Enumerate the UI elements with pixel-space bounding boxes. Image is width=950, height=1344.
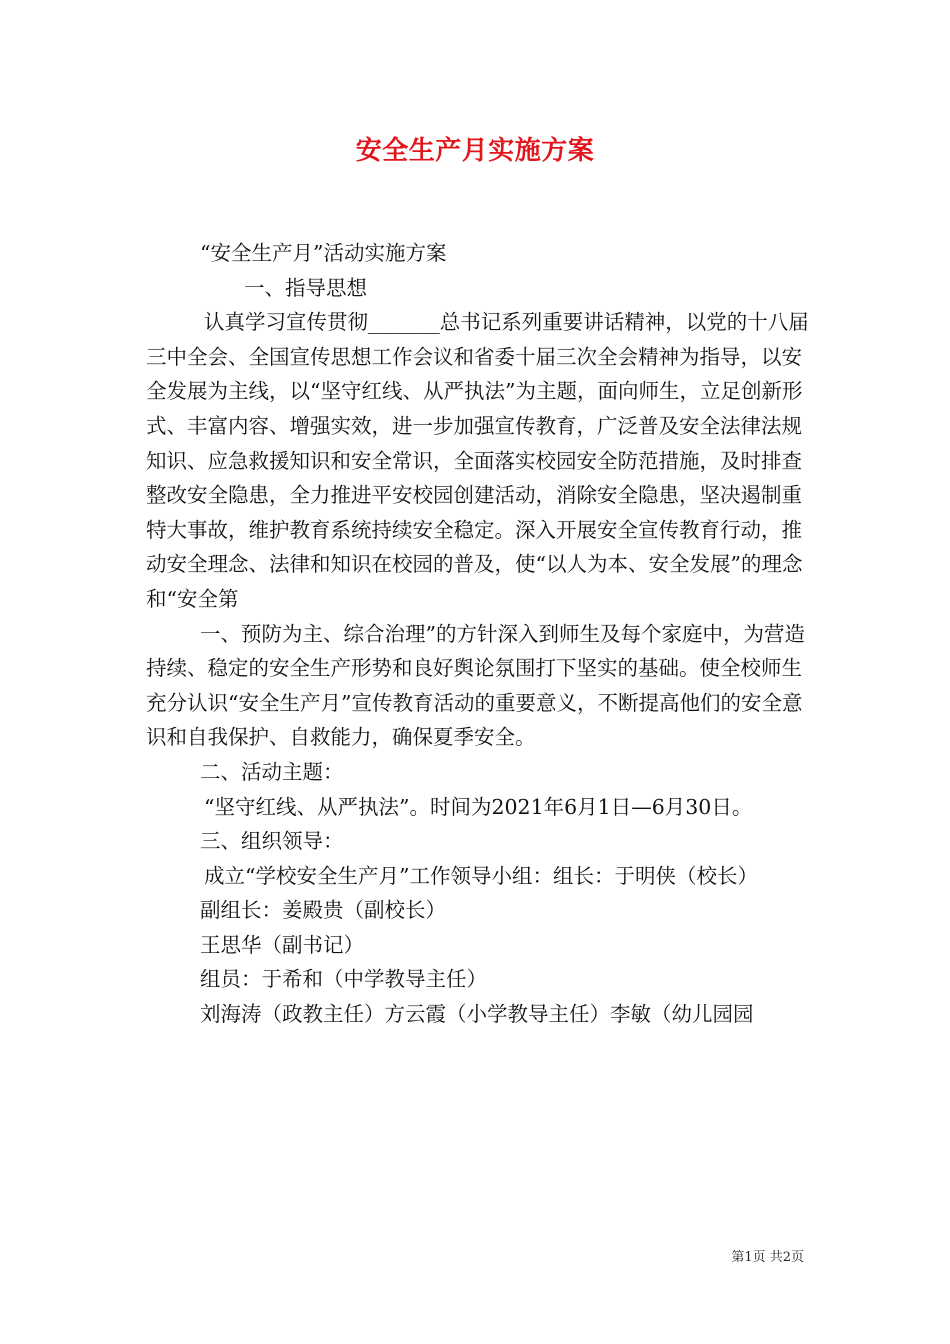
document-title: 安全生产月实施方案 <box>355 136 595 166</box>
paragraph-policy: 一、预防为主、综合治理”的方针深入到师生及每个家庭中，为营造持续、稳定的安全生产形势和良好舆论氛围打下坚实的基础。使全校师生充分认识“安全生产月”宣传教育活动的重要意义，不断提高他们的安全意识和自我保护、自救能力，确保夏季安全。 <box>146 621 805 750</box>
paragraph-guiding-ideology: 认真学习宣传贯彻_______总书记系列重要讲话精神，以党的十八届三中全会、全国宣传思想工作会议和省委十届三次全会精神为指导，以安全发展为主线，以“坚守红线、从严执法”为主题，面向师生，立足创新形式、丰富内容、增强实效，进一步加强宣传教育，广泛普及安全法律法规知识、应急救援知识和安全常识，全面落实校园安全防范措施，及时排查整改安全隐患，全力推进平安校园创建活动，消除安全隐患，坚决遏制重特大事故，维护教育系统持续安全稳定。深入开展安全宣传教育行动，推动安全理念、法律和知识在校园的普及，使“以人为本、安全发展”的理念和“安全第 <box>146 310 809 611</box>
line-deputy-leader: 副组长：姜殿贵（副校长） <box>200 898 446 923</box>
page-number: 第1页 共2页 <box>731 1250 804 1265</box>
section-heading-theme: 二、活动主题： <box>200 759 344 784</box>
line-members: 组员：于希和（中学教导主任） <box>200 967 487 992</box>
document-body <box>146 236 812 1032</box>
paragraph-theme: “坚守红线、从严执法”。时间为2021年6月1日—6月30日。 <box>204 794 753 819</box>
document-subtitle: “安全生产月”活动实施方案 <box>200 241 447 265</box>
section-heading-guiding-ideology: 一、指导思想 <box>244 275 367 300</box>
line-members-2: 刘海涛（政教主任）方云霞（小学教导主任）李敏（幼儿园园 <box>200 1002 754 1027</box>
section-heading-leadership: 三、组织领导： <box>200 829 344 854</box>
paragraph-leadership-group: 成立“学校安全生产月”工作领导小组：组长：于明侠（校长） <box>204 863 758 888</box>
line-deputy-leader-2: 王思华（副书记） <box>200 932 364 957</box>
